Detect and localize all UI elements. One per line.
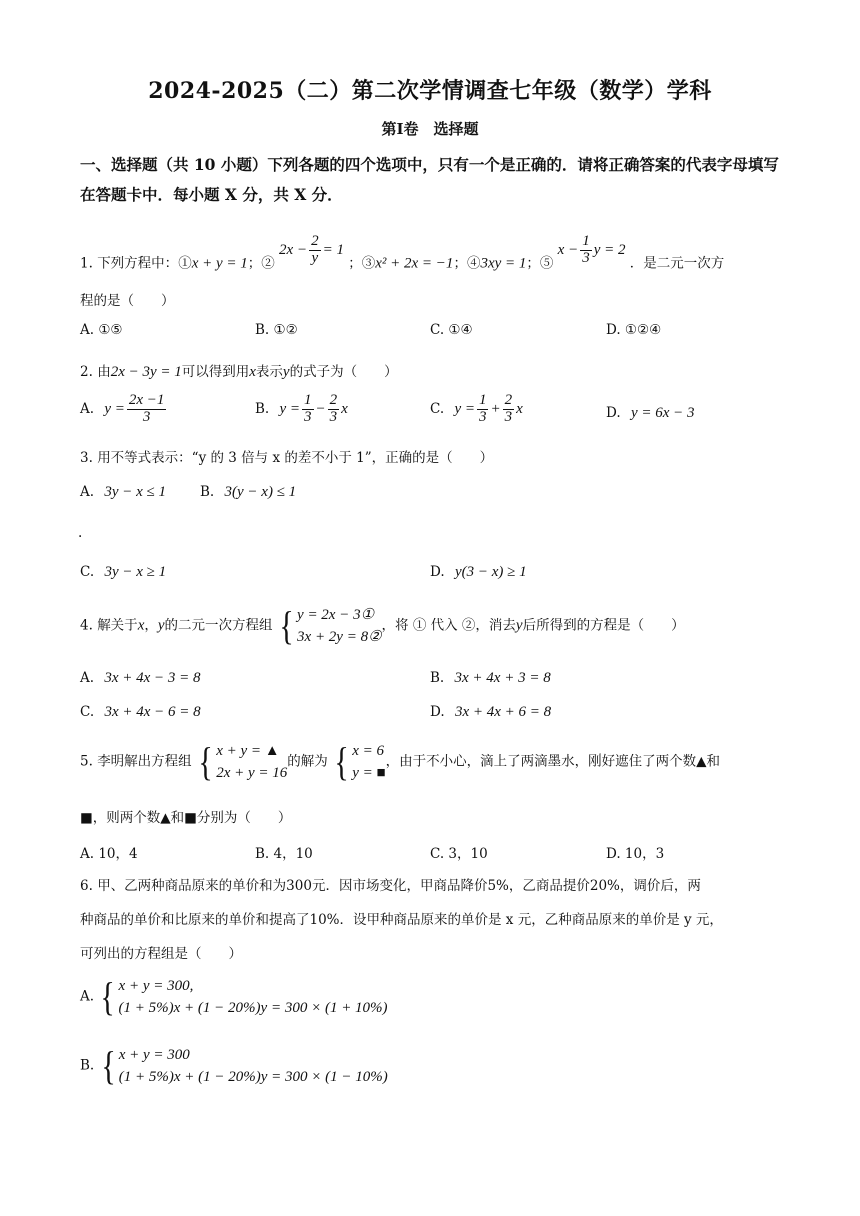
q4-a-eq: 3x + 4x − 3 = 8 (104, 670, 201, 686)
q4-text-d: 后所得到的方程是（ ） (522, 617, 685, 634)
q6-a-system (98, 975, 387, 1019)
q4-var-y2: y (515, 617, 523, 634)
q5-solution (332, 740, 386, 784)
q5-brace-icon: { (198, 739, 213, 784)
q3-c-eq: 3y − x ≥ 1 (104, 564, 167, 580)
q6-line2: 种商品的单价和比原来的单价和提高了10%．设甲种商品原来的单价是 x 元，乙种商品原来的单价是 y 元， (80, 912, 723, 928)
q6-b-brace-icon: { (100, 1043, 116, 1088)
q2-a-frac (127, 393, 167, 426)
q1-option-d[interactable]: D. ①②④ (606, 322, 662, 338)
q4-text-a: 解关于 (97, 617, 138, 634)
q2-b-frac2 (328, 393, 340, 426)
q6-b-label: B. (80, 1057, 95, 1074)
q3-a-eq: 3y − x ≤ 1 (104, 484, 167, 500)
q1-option-b[interactable]: B. ①② (255, 322, 298, 338)
q1-eq2-den: y (311, 249, 319, 266)
q2-text-d: 的式子为（ ） (289, 364, 398, 380)
q1-option-a[interactable]: A. ①⑤ (80, 322, 123, 338)
q4-row2: 3x + 2y = 8② (297, 629, 382, 645)
q2-d-label: D. (606, 405, 621, 421)
q2-option-c[interactable] (430, 393, 523, 426)
q5-option-c[interactable]: C. 3，10 (430, 846, 488, 862)
q1-eq2-num: 2 (311, 233, 319, 249)
q2-var-y: y (282, 364, 290, 380)
q2-a-num: 2x −1 (128, 392, 165, 408)
q6-b-row1: x + y = 300 (118, 1047, 190, 1063)
q1-c3: ③ (361, 255, 376, 272)
q2-c-op: + (490, 400, 501, 417)
q2-b-lhs: y = (279, 400, 301, 417)
q1-c1: ① (178, 255, 192, 272)
q3-text: 用不等式表示：“y 的 3 倍与 x 的差不小于 1”，正确的是（ ） (97, 450, 494, 466)
q6-line1: 甲、乙两种商品原来的单价和为300元．因市场变化，甲商品降价5%，乙商品提价20%，调价后，两 (97, 878, 701, 894)
q4-number: 4. (80, 617, 93, 634)
page-title: 2024-2025（二）第二次学情调查七年级（数学）学科 (148, 78, 712, 104)
q3-option-b[interactable] (200, 484, 296, 501)
q5-text-a: 李明解出方程组 (97, 753, 192, 770)
q1-number: 1. (80, 255, 93, 272)
q2-c-label: C. (430, 400, 445, 417)
q2-text-a: 由 (97, 364, 111, 380)
q1-eq5-frac (580, 234, 592, 267)
question-2 (80, 360, 398, 381)
q5-line2: ■，则两个数▲和■分别为（ ） (80, 810, 292, 826)
q6-b-system (99, 1044, 388, 1088)
q1-eq2 (279, 233, 344, 266)
q1-eq2-lhs: 2x − (279, 241, 308, 258)
q2-text-c: 表示 (255, 364, 283, 380)
q2-number: 2. (80, 364, 93, 380)
q5-row1: x + y = ▲ (216, 743, 280, 759)
q4-var-x: x (137, 617, 145, 634)
q6-option-b[interactable] (80, 1044, 388, 1088)
q4-row1: y = 2x − 3① (297, 607, 375, 623)
instruction-text: 一、选择题（共 10 小题）下列各题的四个选项中，只有一个是正确的．请将正确答案的代表字母填写在答题卡中．每小题 X 分，共 X 分． (80, 155, 779, 204)
q2-b-d1: 3 (304, 408, 312, 425)
q3-c-label: C. (80, 564, 95, 580)
q6-option-a[interactable] (80, 975, 388, 1019)
q4-c-label: C. (80, 704, 95, 720)
q2-b-label: B. (255, 400, 270, 417)
q2-b-n1: 1 (304, 392, 312, 408)
q1-eq1: x + y = 1 (191, 255, 248, 272)
q4-option-a[interactable] (80, 670, 201, 687)
q5-option-a[interactable]: A. 10，4 (80, 846, 138, 862)
q1-c4: ④ (466, 255, 481, 272)
q3-b-eq: 3(y − x) ≤ 1 (224, 484, 297, 500)
q1-eq5-num: 1 (582, 233, 590, 249)
q4-text-b: 的二元一次方程组 (164, 617, 273, 634)
q2-text-b: 可以得到用 (181, 364, 250, 380)
q2-a-den: 3 (142, 408, 151, 425)
q2-option-a[interactable] (80, 393, 168, 426)
q5-text-b: 的解为 (287, 753, 328, 770)
q2-c-frac2 (503, 393, 515, 426)
q2-c-var: x (516, 400, 523, 417)
q4-c-eq: 3x + 4x − 6 = 8 (104, 704, 201, 720)
q1-c5: ⑤ (539, 255, 554, 272)
q2-b-n2: 2 (329, 392, 338, 408)
q1-eq2-frac (309, 234, 321, 267)
q4-text-c: ，将 ① 代入 ②，消去 (381, 617, 516, 634)
q4-option-d[interactable] (430, 704, 551, 721)
q1-eq3: x² + 2x = −1 (375, 255, 454, 272)
question-4 (80, 604, 685, 648)
q4-comma: ， (144, 617, 158, 634)
q6-a-label: A. (80, 988, 95, 1005)
q2-b-d2: 3 (329, 408, 338, 425)
q5-option-d[interactable]: D. 10，3 (606, 846, 665, 862)
q2-c-n1: 1 (478, 392, 487, 408)
q2-c-n2: 2 (504, 392, 513, 408)
q5-system (196, 740, 287, 784)
q4-option-c[interactable] (80, 704, 201, 721)
q5-number: 5. (80, 753, 93, 770)
q1-option-c[interactable]: C. ①④ (430, 322, 473, 338)
q1-sep: ； (247, 255, 262, 272)
q1-sep2: ； (348, 255, 362, 272)
q2-c-d1: 3 (478, 408, 487, 425)
q1-line2: 程的是（ ） (80, 293, 175, 309)
q1-eq5-lhs: x − (557, 241, 579, 258)
q3-d-eq: y(3 − x) ≥ 1 (454, 564, 527, 580)
q2-equation: 2x − 3y = 1 (110, 364, 182, 380)
q6-a-row1: x + y = 300, (118, 978, 194, 994)
q2-d-eq: y = 6x − 3 (630, 405, 695, 421)
q1-sep3: ； (453, 255, 467, 272)
q4-system (277, 604, 382, 648)
q6-b-row2: (1 + 5%)x + (1 − 20%)y = 300 × (1 − 10%) (118, 1069, 388, 1085)
q3-b-label: B. (200, 484, 215, 500)
q2-b-var: x (341, 400, 348, 417)
q2-option-d[interactable] (606, 405, 695, 422)
q5-option-b[interactable]: B. 4，10 (255, 846, 313, 862)
q4-var-y: y (157, 617, 165, 634)
q4-brace-icon: { (279, 603, 294, 648)
q2-option-b[interactable] (255, 393, 348, 426)
q3-option-a[interactable] (80, 484, 166, 501)
question-6 (80, 874, 701, 894)
q4-a-label: A. (80, 670, 95, 686)
q4-d-label: D. (430, 704, 445, 720)
q3-number: 3. (80, 450, 93, 466)
q3-a-label: A. (80, 484, 95, 500)
q3-stray-dot: . (78, 525, 83, 541)
q2-c-frac1 (477, 393, 489, 426)
q1-sep4: ； (526, 255, 540, 272)
q2-a-label: A. (80, 400, 95, 417)
q5-sol2: y = ■ (352, 765, 386, 781)
q1-eq4: 3xy = 1 (480, 255, 527, 272)
q5-text-c: ，由于不小心，滴上了两滴墨水，刚好遮住了两个数▲和 (385, 753, 720, 770)
q2-c-d2: 3 (504, 408, 513, 425)
q5-row2: 2x + y = 16 (216, 765, 288, 781)
q2-b-frac1 (302, 393, 314, 426)
q4-b-eq: 3x + 4x + 3 = 8 (454, 670, 551, 686)
q3-option-d[interactable] (430, 564, 527, 581)
q3-option-c[interactable] (80, 564, 166, 581)
section-heading: 第Ⅰ卷 选择题 (381, 120, 479, 138)
q1-lead: 下列方程中： (97, 255, 179, 272)
q6-a-brace-icon: { (100, 974, 116, 1019)
q4-option-b[interactable] (430, 670, 551, 687)
q1-c2: ② (261, 255, 275, 272)
question-5 (80, 740, 720, 784)
q6-a-row2: (1 + 5%)x + (1 − 20%)y = 300 × (1 + 10%) (118, 1000, 388, 1016)
q1-tail: ．是二元一次方 (629, 255, 725, 272)
q5-sol1: x = 6 (352, 743, 385, 759)
q3-d-label: D. (430, 564, 445, 580)
q6-number: 6. (80, 878, 93, 894)
q2-var-x: x (249, 364, 256, 380)
q5-sol-brace-icon: { (334, 739, 349, 784)
q2-b-op: − (315, 400, 326, 417)
q4-b-label: B. (430, 670, 445, 686)
question-1 (80, 233, 725, 281)
q2-a-lhs: y = (104, 400, 125, 417)
q6-line3: 可列出的方程组是（ ） (80, 946, 242, 962)
q1-eq5 (557, 233, 626, 266)
q1-eq5-den: 3 (582, 249, 590, 266)
q1-eq2-rhs: = 1 (322, 241, 344, 258)
question-3 (80, 446, 493, 466)
q1-eq5-rhs: y = 2 (593, 241, 626, 258)
q4-d-eq: 3x + 4x + 6 = 8 (454, 704, 552, 720)
q2-c-lhs: y = (454, 400, 475, 417)
